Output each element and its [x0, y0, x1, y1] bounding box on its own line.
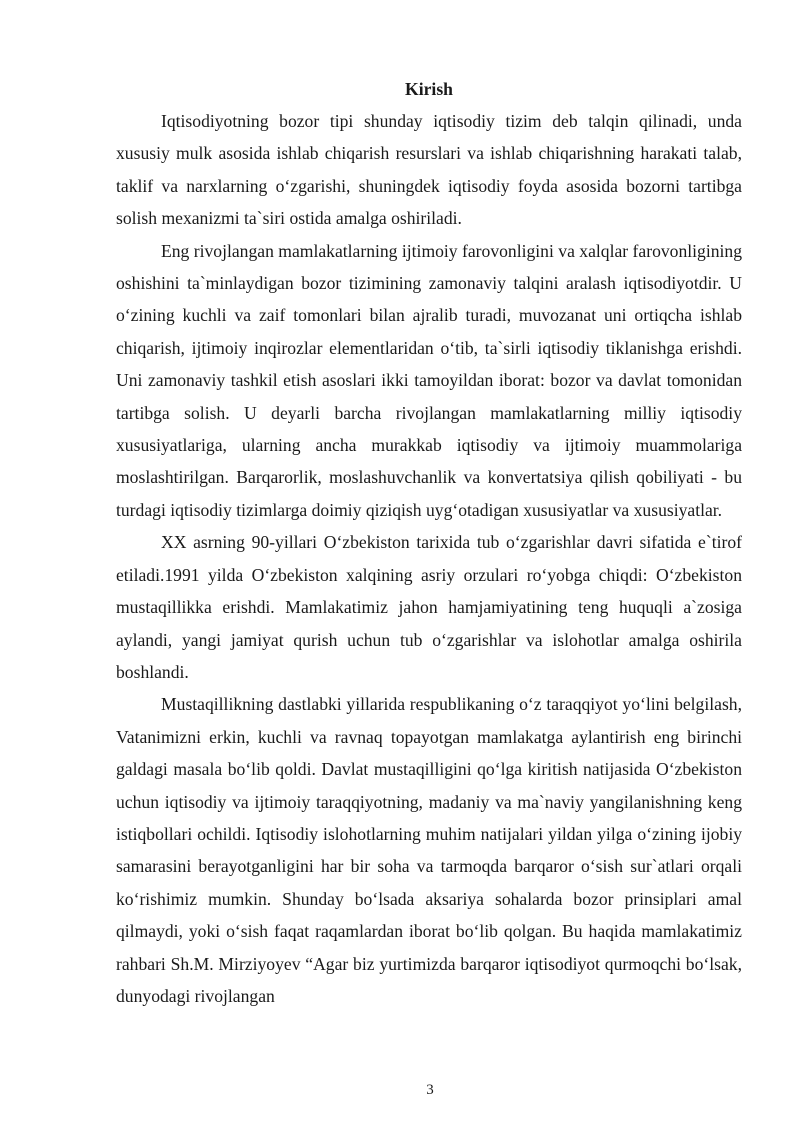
paragraph-3: XX asrning 90-yillari O‘zbekiston tarixida tub o‘zgarishlar davri sifatida e`tirof etiladi.1991 yilda O‘zbekiston xalqining asriy orzulari ro‘yobga chiqdi: O‘zbekiston mustaqillikka erishdi. Mamlakatimiz jahon hamjamiyatining teng huquqli a`zosiga aylandi, yangi jamiyat qurish uchun tub o‘zgarishlar va islohotlar amalga oshirila boshlandi. [116, 532, 742, 682]
paragraph-1: Iqtisodiyotning bozor tipi shunday iqtisodiy tizim deb talqin qilinadi, unda xususiy mulk asosida ishlab chiqarish resurslari va ishlab chiqarishning harakati talab, taklif va narxlarning o‘zgarishi, shuningdek iqtisodiy foyda asosida bozorni tartibga solish mexanizmi ta`siri ostida amalga oshiriladi. [116, 111, 742, 229]
document-page [116, 70, 742, 1012]
page-number: 3 [426, 1082, 434, 1098]
paragraph-2: Eng rivojlangan mamlakatlarning ijtimoiy farovonligini va xalqlar farovonligining oshishini ta`minlaydigan bozor tizimining zamonaviy talqini aralash iqtisodiyotdir. U o‘zining kuchli va zaif tomonlari bilan ajralib turadi, muvozanat uni ortiqcha ishlab chiqarish, ijtimoiy inqirozlar elementlaridan o‘tib, ta`sirli iqtisodiy tiklanishga erishdi. Uni zamonaviy tashkil etish asoslari ikki tamoyildan iborat: bozor va davlat tomonidan tartibga solish. U deyarli barcha rivojlangan mamlakatlarning milliy iqtisodiy xususiyatlariga, ularning ancha murakkab iqtisodiy va ijtimoiy muammolariga moslashtirilgan. Barqarorlik, moslashuvchanlik va konvertatsiya qilish qobiliyati - bu turdagi iqtisodiy tizimlarga doimiy qiziqish uyg‘otadigan xususiyatlar va xususiyatlar. [116, 240, 742, 520]
paragraph-4: Mustaqillikning dastlabki yillarida respublikaning o‘z taraqqiyot yo‘lini belgilash, Vatanimizni erkin, kuchli va ravnaq topayotgan mamlakatga aylantirish eng birinchi galdagi masala bo‘lib qoldi. Davlat mustaqilligini qo‘lga kiritish natijasida O‘zbekiston uchun iqtisodiy va ijtimoiy taraqqiyotning, madaniy va ma`naviy yangilanishning keng istiqbollari ochildi. Iqtisodiy islohotlarning muhim natijalari yildan yilga o‘zining ijobiy samarasini berayotganligini har bir soha va tarmoqda barqaror o‘sish sur`atlari orqali ko‘rishimiz mumkin. Shunday bo‘lsada aksariya sohalarda bozor prinsiplari amal qilmaydi, yoki o‘sish faqat raqamlardan iborat bo‘lib qolgan. Bu haqida mamlakatimiz rahbari Sh.M. Mirziyoyev “Agar biz yurtimizda barqaror iqtisodiyot qurmoqchi bo‘lsak, dunyodagi rivojlangan [116, 694, 742, 1006]
section-title: Kirish [405, 79, 453, 99]
